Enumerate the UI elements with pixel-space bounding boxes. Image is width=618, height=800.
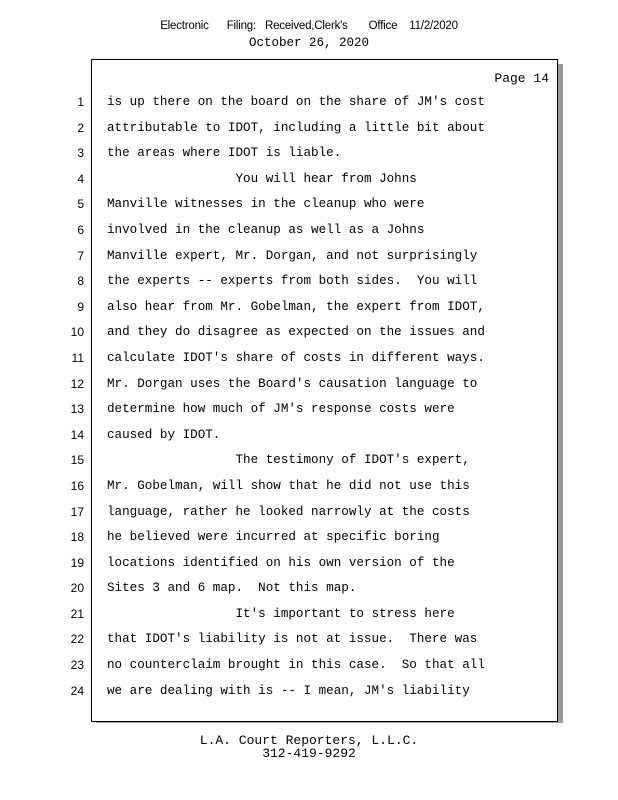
transcript-line: Sites 3 and 6 map. Not this map. <box>107 581 357 596</box>
transcript-line: and they do disagree as expected on the issues and <box>107 325 485 340</box>
line-number: 18 <box>70 530 84 545</box>
stamp-date: 11/2/2020 <box>409 20 458 32</box>
transcript-line: he believed were incurred at specific boring <box>107 530 440 545</box>
transcript-line: It's important to stress here <box>107 606 455 621</box>
transcript-line: Mr. Dorgan uses the Board's causation language to <box>107 376 478 391</box>
line-number: 23 <box>70 658 84 673</box>
stamp-received: Received,Clerk's <box>264 20 348 32</box>
line-number: 8 <box>77 274 84 289</box>
transcript-line: attributable to IDOT, including a little bit about <box>107 120 485 135</box>
line-number: 10 <box>70 325 84 340</box>
line-number: 2 <box>77 120 84 135</box>
transcript-line: The testimony of IDOT's expert, <box>107 453 470 468</box>
line-number: 14 <box>70 427 84 442</box>
line-number: 21 <box>70 606 84 621</box>
line-number: 1 <box>77 95 84 109</box>
line-number: 13 <box>70 402 84 417</box>
transcript-line: You will hear from Johns <box>107 171 417 186</box>
line-number: 17 <box>70 504 84 519</box>
transcript-line: language, rather he looked narrowly at the costs <box>107 504 470 519</box>
filing-stamp <box>0 20 618 32</box>
line-number: 11 <box>71 350 84 365</box>
line-number: 24 <box>70 683 84 698</box>
transcript-line: locations identified on his own version of the <box>107 555 455 570</box>
reporter-company: L.A. Court Reporters, L.L.C. <box>199 733 419 748</box>
line-number: 6 <box>77 222 84 237</box>
stamp-electronic: Electronic <box>160 20 209 32</box>
transcript-line: Mr. Gobelman, will show that he did not use this <box>107 478 470 493</box>
line-number: 19 <box>70 555 84 570</box>
line-number: 4 <box>77 171 84 186</box>
line-number: 5 <box>77 197 84 212</box>
transcript-line: no counterclaim brought in this case. So that all <box>107 658 485 673</box>
line-number: 7 <box>77 248 84 263</box>
transcript-date: October 26, 2020 <box>248 36 370 50</box>
stamp-filing: Filing: <box>226 20 256 32</box>
transcript-line: determine how much of JM's response costs were <box>107 402 455 417</box>
transcript-line: also hear from Mr. Gobelman, the expert from IDOT, <box>107 299 485 314</box>
line-number: 12 <box>70 376 84 391</box>
transcript-line: caused by IDOT. <box>107 427 221 442</box>
transcript-line: that IDOT's liability is not at issue. There was <box>107 632 478 647</box>
transcript-line: Manville witnesses in the cleanup who were <box>107 197 425 212</box>
line-number: 22 <box>70 632 84 647</box>
stamp-office: Office <box>368 20 398 32</box>
transcript-line: involved in the cleanup as well as a Johns <box>107 222 425 237</box>
line-number-column <box>60 92 84 706</box>
reporter-phone: 312-419-9292 <box>262 746 356 761</box>
line-number: 15 <box>70 453 84 468</box>
line-number: 9 <box>77 299 84 314</box>
line-number: 16 <box>70 478 84 493</box>
transcript-line: Manville expert, Mr. Dorgan, and not surprisingly <box>107 248 478 263</box>
transcript-line: we are dealing with is -- I mean, JM's liability <box>107 683 470 698</box>
transcript-line: is up there on the board on the share of JM's cost <box>107 95 485 109</box>
transcript-text <box>107 92 552 706</box>
line-number: 20 <box>70 581 84 596</box>
transcript-line: the areas where IDOT is liable. <box>107 146 342 161</box>
line-number: 3 <box>77 146 84 161</box>
transcript-line: calculate IDOT's share of costs in different ways. <box>107 350 485 365</box>
page-number: Page 14 <box>494 71 549 86</box>
transcript-line: the experts -- experts from both sides. You will <box>107 274 478 289</box>
